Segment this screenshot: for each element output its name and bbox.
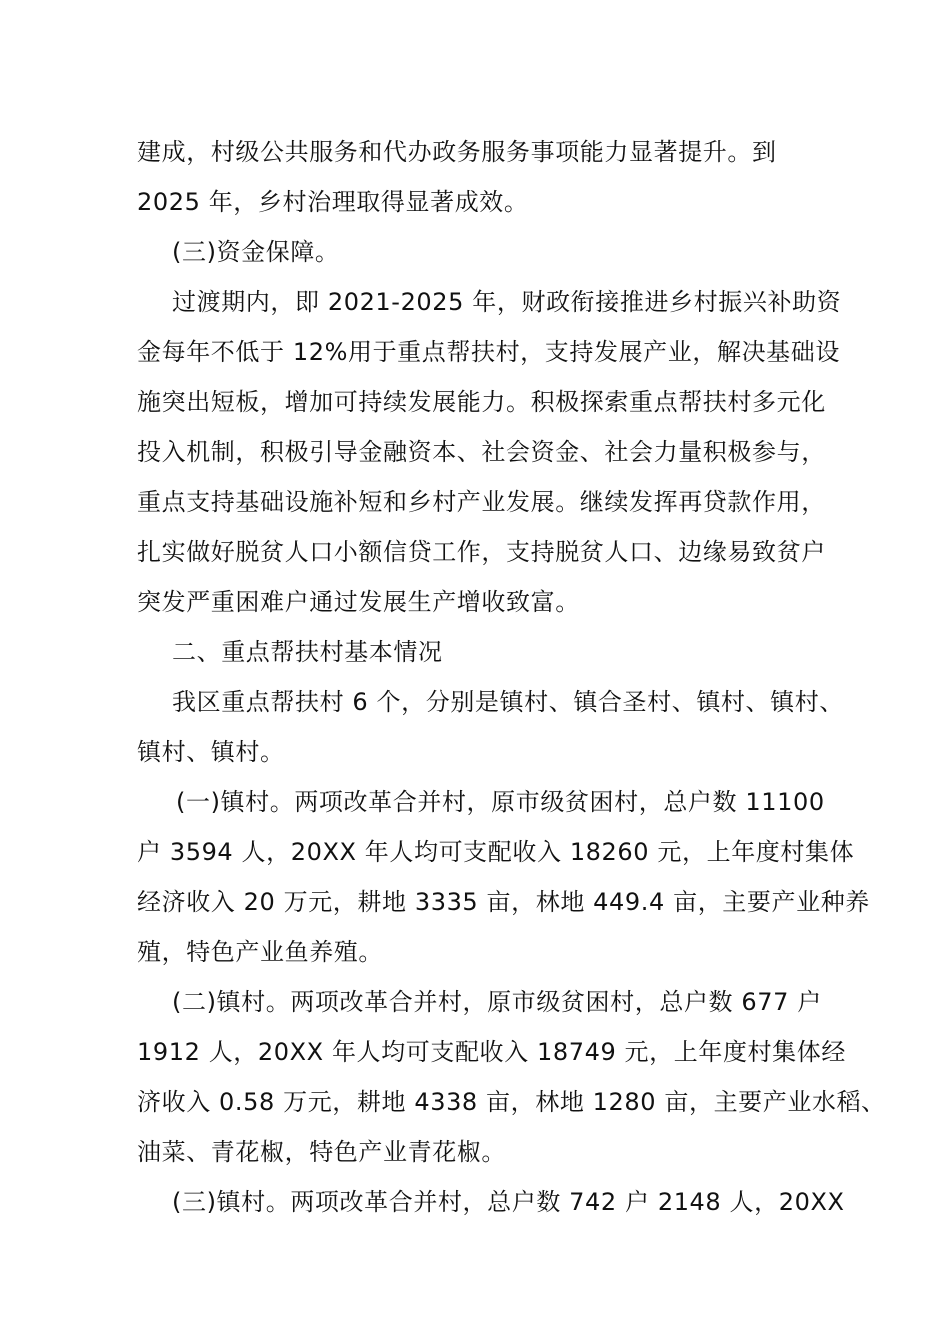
paragraph-line: 我区重点帮扶村 6 个，分别是镇村、镇合圣村、镇村、镇村、 xyxy=(172,688,844,716)
paragraph-line: 油菜、青花椒，特色产业青花椒。 xyxy=(137,1138,506,1166)
paragraph-line: 1912 人，20XX 年人均可支配收入 18749 元，上年度村集体经 xyxy=(137,1038,846,1066)
paragraph-line: (三)镇村。两项改革合并村，总户数 742 户 2148 人，20XX xyxy=(172,1188,845,1216)
paragraph-line: 户 3594 人，20XX 年人均可支配收入 18260 元，上年度村集体 xyxy=(137,838,855,866)
paragraph-line: 突发严重困难户通过发展生产增收致富。 xyxy=(137,588,580,616)
section-heading: 二、重点帮扶村基本情况 xyxy=(172,638,443,666)
paragraph-line: 扎实做好脱贫人口小额信贷工作，支持脱贫人口、边缘易致贫户 xyxy=(137,538,826,566)
paragraph-line: 镇村、镇村。 xyxy=(137,738,285,766)
paragraph-line: 建成，村级公共服务和代办政务服务事项能力显著提升。到 xyxy=(137,138,777,166)
paragraph-line: (二)镇村。两项改革合并村，原市级贫困村，总户数 677 户 xyxy=(172,988,822,1016)
paragraph-line: 经济收入 20 万元，耕地 3335 亩，林地 449.4 亩，主要产业种养 xyxy=(137,888,870,916)
paragraph-line: 重点支持基础设施补短和乡村产业发展。继续发挥再贷款作用， xyxy=(137,488,826,516)
paragraph-line: 殖，特色产业鱼养殖。 xyxy=(137,938,383,966)
paragraph-line: 济收入 0.58 万元，耕地 4338 亩，林地 1280 亩，主要产业水稻、 xyxy=(137,1088,886,1116)
section-heading: (三)资金保障。 xyxy=(172,238,340,266)
paragraph-line: (一)镇村。两项改革合并村，原市级贫困村，总户数 11100 xyxy=(176,788,825,816)
paragraph-line: 投入机制，积极引导金融资本、社会资金、社会力量积极参与， xyxy=(137,438,826,466)
paragraph-line: 过渡期内，即 2021-2025 年，财政衔接推进乡村振兴补助资 xyxy=(172,288,842,316)
paragraph-line: 金每年不低于 12%用于重点帮扶村，支持发展产业，解决基础设 xyxy=(137,338,840,366)
paragraph-line: 施突出短板，增加可持续发展能力。积极探索重点帮扶村多元化 xyxy=(137,388,826,416)
paragraph-line: 2025 年，乡村治理取得显著成效。 xyxy=(137,188,529,216)
